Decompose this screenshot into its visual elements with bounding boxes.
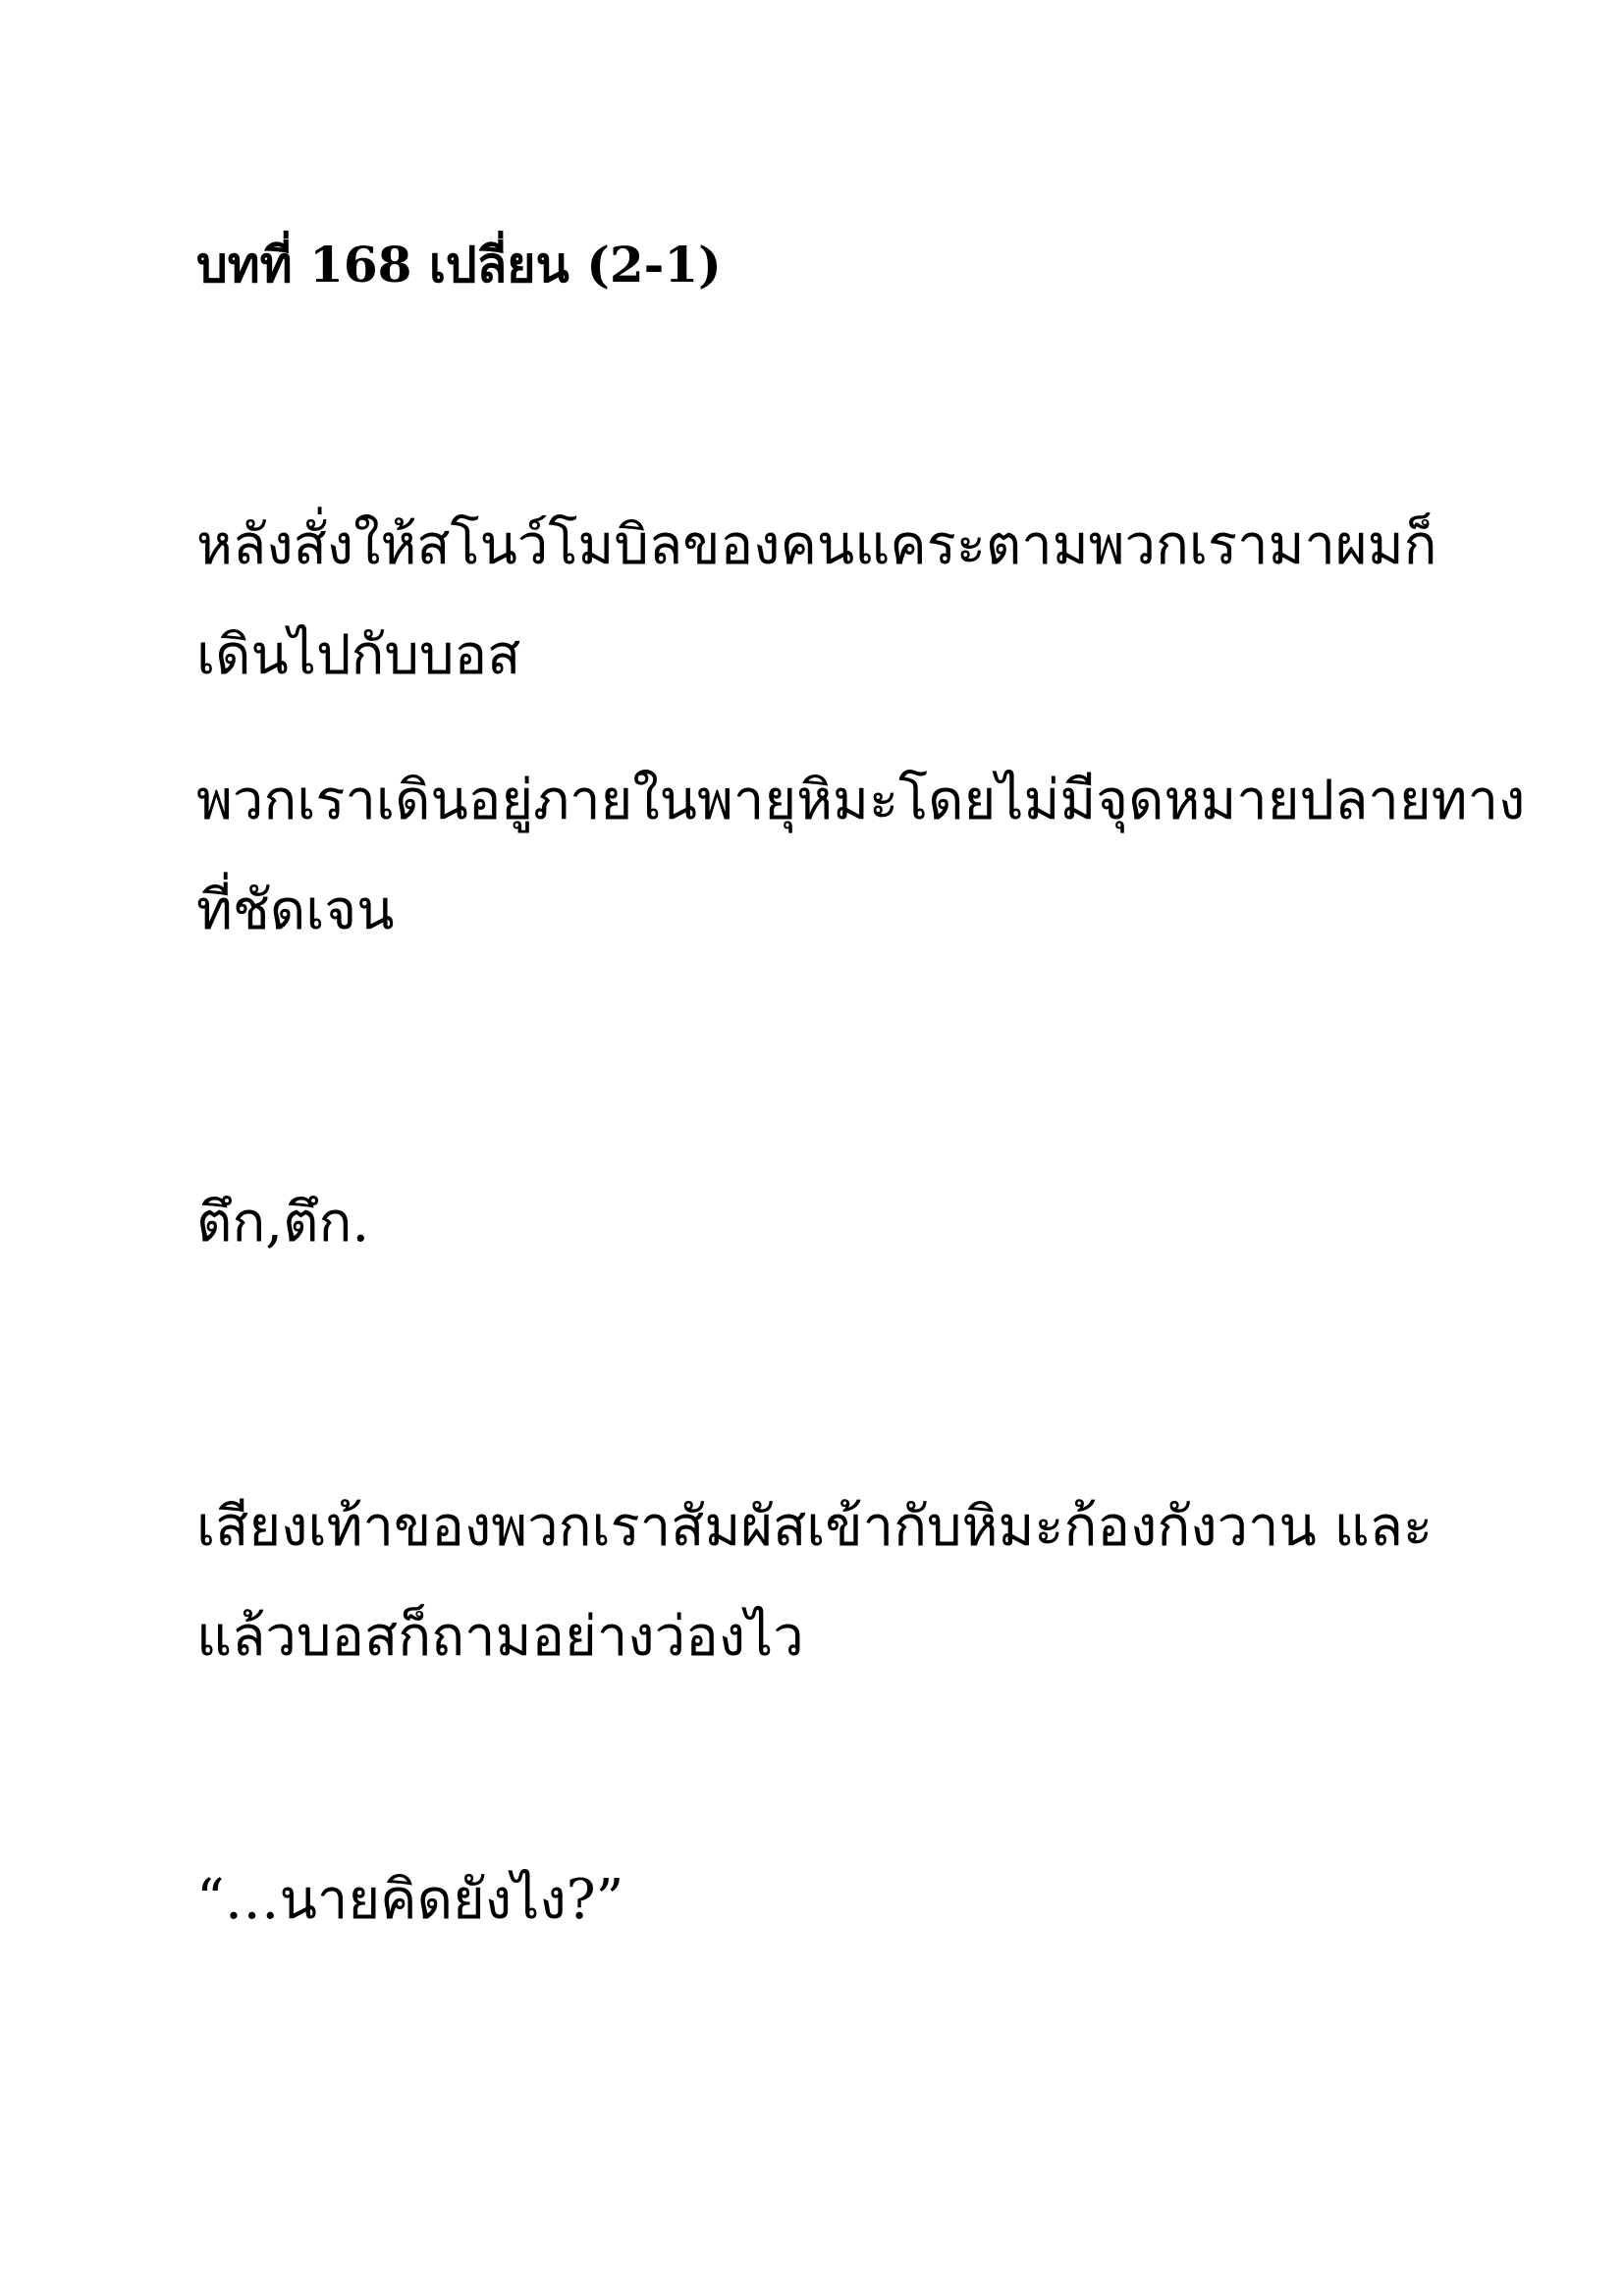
paragraph-line: เดินไปกับบอส [196,623,521,687]
paragraph-line: แล้วบอสก็ถามอย่างว่องไว [196,1605,804,1669]
chapter-title: บทที่ 168 เปลี่ยน (2-1) [196,236,722,294]
paragraph [196,1472,1473,1692]
paragraph-line: ตึก,ตึก. [196,1191,370,1255]
paragraph-line: หลังสั่งให้สโนว์โมบิลของคนแคระตามพวกเรามาผมก็ [196,513,1437,577]
paragraph [196,746,1526,966]
paragraph-line: พวกเราเดินอยู่ภายในพายุหิมะโดยไม่มีจุดหมายปลายทาง [196,769,1526,832]
paragraph [196,491,1473,711]
paragraph-line: “…นายคิดยังไง?” [196,1868,624,1932]
paragraph [196,1845,1473,1955]
paragraph-line: ที่ชัดเจน [196,879,395,942]
paragraph-line: เสียงเท้าของพวกเราสัมผัสเข้ากับหิมะก้องกังวาน และ [196,1495,1434,1559]
paragraph [196,1168,1473,1278]
